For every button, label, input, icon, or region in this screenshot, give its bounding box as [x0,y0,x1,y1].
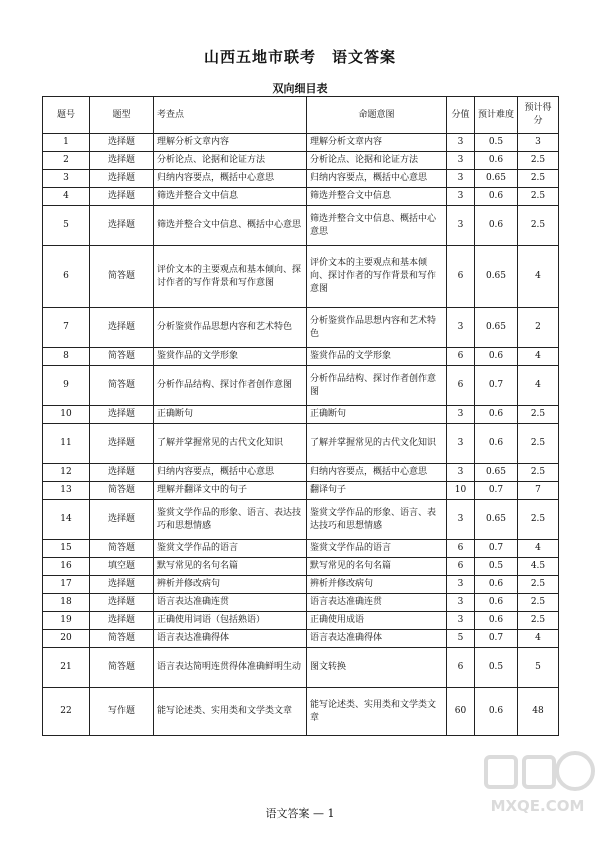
cell-point: 默写常见的名句名篇 [154,558,307,576]
cell-difficulty: 0.7 [475,366,518,406]
table-row [43,206,559,246]
cell-score: 6 [447,366,475,406]
cell-expected: 2.5 [518,152,559,170]
cell-type: 简答题 [90,648,154,688]
cell-expected: 4 [518,540,559,558]
watermark-emblem-icon [480,745,595,800]
table-caption: 双向细目表 [272,82,328,95]
cell-intent: 筛选并整合文中信息 [307,188,447,206]
cell-expected: 2.5 [518,576,559,594]
cell-point: 辨析并修改病句 [154,576,307,594]
watermark-logo [480,745,595,840]
header-type: 题型 [90,97,154,134]
cell-point: 筛选并整合文中信息 [154,188,307,206]
cell-intent: 图文转换 [307,648,447,688]
cell-expected: 2.5 [518,188,559,206]
cell-intent: 能写论述类、实用类和文学类文章 [307,688,447,736]
table-row [43,648,559,688]
table-row [43,482,559,500]
cell-expected: 2.5 [518,424,559,464]
header-point: 考查点 [154,97,307,134]
cell-expected: 7 [518,482,559,500]
cell-expected: 2.5 [518,406,559,424]
cell-expected: 3 [518,134,559,152]
cell-score: 3 [447,188,475,206]
cell-difficulty: 0.5 [475,648,518,688]
cell-no: 9 [43,366,90,406]
cell-type: 选择题 [90,152,154,170]
table-row [43,308,559,348]
page-footer: 语文答案 — 1 [265,807,335,820]
cell-no: 14 [43,500,90,540]
cell-difficulty: 0.65 [475,500,518,540]
header-intent: 命题意图 [307,97,447,134]
cell-score: 3 [447,170,475,188]
cell-expected: 2 [518,308,559,348]
cell-type: 选择题 [90,500,154,540]
cell-no: 16 [43,558,90,576]
cell-point: 理解分析文章内容 [154,134,307,152]
cell-no: 13 [43,482,90,500]
cell-point: 鉴赏文学作品的语言 [154,540,307,558]
cell-expected: 2.5 [518,594,559,612]
cell-no: 4 [43,188,90,206]
cell-point: 鉴赏作品的文学形象 [154,348,307,366]
cell-no: 19 [43,612,90,630]
table-row [43,152,559,170]
cell-point: 评价文本的主要观点和基本倾向、探讨作者的写作背景和写作意图 [154,246,307,308]
cell-difficulty: 0.6 [475,348,518,366]
cell-point: 理解并翻译文中的句子 [154,482,307,500]
cell-difficulty: 0.6 [475,406,518,424]
cell-difficulty: 0.65 [475,246,518,308]
cell-type: 选择题 [90,612,154,630]
cell-difficulty: 0.6 [475,594,518,612]
cell-point: 了解并掌握常见的古代文化知识 [154,424,307,464]
cell-difficulty: 0.7 [475,482,518,500]
cell-score: 6 [447,246,475,308]
cell-point: 语言表达准确连贯 [154,594,307,612]
cell-type: 简答题 [90,482,154,500]
table-row [43,594,559,612]
cell-score: 3 [447,464,475,482]
cell-intent: 鉴赏文学作品的形象、语言、表达技巧和思想情感 [307,500,447,540]
table-row [43,406,559,424]
cell-score: 3 [447,308,475,348]
cell-difficulty: 0.6 [475,206,518,246]
table-row [43,366,559,406]
cell-score: 60 [447,688,475,736]
cell-no: 11 [43,424,90,464]
cell-intent: 翻译句子 [307,482,447,500]
cell-type: 简答题 [90,630,154,648]
header-score: 分值 [447,97,475,134]
cell-score: 6 [447,648,475,688]
cell-intent: 筛选并整合文中信息、概括中心意思 [307,206,447,246]
cell-intent: 语言表达准确连贯 [307,594,447,612]
cell-no: 1 [43,134,90,152]
table-row [43,134,559,152]
cell-score: 3 [447,424,475,464]
header-expected: 预计得分 [518,97,559,134]
cell-type: 填空题 [90,558,154,576]
cell-type: 简答题 [90,246,154,308]
cell-score: 3 [447,206,475,246]
cell-no: 18 [43,594,90,612]
cell-point: 正确使用词语（包括熟语） [154,612,307,630]
document-title: 山西五地市联考 语文答案 [203,48,396,66]
cell-score: 3 [447,406,475,424]
cell-type: 选择题 [90,206,154,246]
cell-difficulty: 0.65 [475,170,518,188]
cell-expected: 2.5 [518,206,559,246]
cell-point: 归纳内容要点，概括中心意思 [154,170,307,188]
cell-score: 10 [447,482,475,500]
cell-difficulty: 0.6 [475,576,518,594]
cell-score: 3 [447,134,475,152]
cell-difficulty: 0.5 [475,134,518,152]
cell-score: 6 [447,558,475,576]
table-row [43,348,559,366]
cell-intent: 理解分析文章内容 [307,134,447,152]
cell-expected: 4.5 [518,558,559,576]
cell-difficulty: 0.65 [475,464,518,482]
cell-expected: 2.5 [518,612,559,630]
cell-difficulty: 0.6 [475,688,518,736]
cell-score: 3 [447,576,475,594]
cell-point: 语言表达准确得体 [154,630,307,648]
cell-difficulty: 0.6 [475,152,518,170]
cell-type: 简答题 [90,348,154,366]
cell-intent: 正确断句 [307,406,447,424]
cell-no: 22 [43,688,90,736]
cell-type: 选择题 [90,308,154,348]
table-row [43,188,559,206]
table-header-row [43,97,559,134]
cell-type: 写作题 [90,688,154,736]
cell-type: 选择题 [90,134,154,152]
cell-expected: 4 [518,246,559,308]
cell-type: 简答题 [90,540,154,558]
cell-intent: 鉴赏作品的文学形象 [307,348,447,366]
cell-intent: 分析论点、论据和论证方法 [307,152,447,170]
cell-type: 选择题 [90,406,154,424]
cell-no: 2 [43,152,90,170]
cell-type: 选择题 [90,464,154,482]
table-row [43,612,559,630]
cell-expected: 4 [518,348,559,366]
cell-type: 选择题 [90,424,154,464]
cell-point: 分析鉴赏作品思想内容和艺术特色 [154,308,307,348]
cell-intent: 辨析并修改病句 [307,576,447,594]
cell-expected: 5 [518,648,559,688]
table-row [43,246,559,308]
cell-intent: 默写常见的名句名篇 [307,558,447,576]
cell-type: 简答题 [90,366,154,406]
cell-intent: 归纳内容要点，概括中心意思 [307,464,447,482]
cell-expected: 4 [518,630,559,648]
cell-point: 语言表达简明连贯得体准确鲜明生动 [154,648,307,688]
cell-expected: 48 [518,688,559,736]
cell-point: 分析作品结构、探讨作者创作意图 [154,366,307,406]
header-difficulty: 预计难度 [475,97,518,134]
cell-score: 5 [447,630,475,648]
table-row [43,540,559,558]
cell-no: 17 [43,576,90,594]
cell-point: 正确断句 [154,406,307,424]
cell-difficulty: 0.5 [475,558,518,576]
cell-score: 3 [447,152,475,170]
table-row [43,630,559,648]
cell-point: 能写论述类、实用类和文学类文章 [154,688,307,736]
table-row [43,688,559,736]
cell-expected: 2.5 [518,170,559,188]
cell-difficulty: 0.6 [475,424,518,464]
cell-point: 归纳内容要点，概括中心意思 [154,464,307,482]
cell-no: 21 [43,648,90,688]
cell-type: 选择题 [90,170,154,188]
cell-intent: 语言表达准确得体 [307,630,447,648]
cell-intent: 分析鉴赏作品思想内容和艺术特色 [307,308,447,348]
cell-difficulty: 0.65 [475,308,518,348]
header-no: 题号 [43,97,90,134]
table-row [43,424,559,464]
cell-no: 20 [43,630,90,648]
cell-difficulty: 0.6 [475,188,518,206]
watermark-text: MXQE.COM [490,797,585,815]
cell-intent: 分析作品结构、探讨作者创作意图 [307,366,447,406]
cell-difficulty: 0.7 [475,540,518,558]
table-row [43,558,559,576]
cell-no: 6 [43,246,90,308]
table-body [43,134,559,736]
cell-point: 分析论点、论据和论证方法 [154,152,307,170]
cell-no: 12 [43,464,90,482]
cell-type: 选择题 [90,576,154,594]
table-row [43,500,559,540]
cell-intent: 鉴赏文学作品的语言 [307,540,447,558]
cell-expected: 4 [518,366,559,406]
specification-table [42,96,559,736]
cell-no: 10 [43,406,90,424]
cell-difficulty: 0.7 [475,630,518,648]
table-row [43,576,559,594]
cell-score: 3 [447,500,475,540]
cell-intent: 了解并掌握常见的古代文化知识 [307,424,447,464]
cell-expected: 2.5 [518,464,559,482]
cell-point: 鉴赏文学作品的形象、语言、表达技巧和思想情感 [154,500,307,540]
cell-expected: 2.5 [518,500,559,540]
cell-no: 8 [43,348,90,366]
table-row [43,170,559,188]
cell-type: 选择题 [90,188,154,206]
cell-point: 筛选并整合文中信息、概括中心意思 [154,206,307,246]
cell-no: 7 [43,308,90,348]
cell-score: 6 [447,540,475,558]
table-row [43,464,559,482]
cell-no: 15 [43,540,90,558]
cell-type: 选择题 [90,594,154,612]
cell-intent: 正确使用成语 [307,612,447,630]
cell-no: 5 [43,206,90,246]
cell-no: 3 [43,170,90,188]
cell-score: 3 [447,594,475,612]
cell-score: 3 [447,612,475,630]
cell-intent: 评价文本的主要观点和基本倾向、探讨作者的写作背景和写作意图 [307,246,447,308]
cell-difficulty: 0.6 [475,612,518,630]
cell-intent: 归纳内容要点，概括中心意思 [307,170,447,188]
cell-score: 6 [447,348,475,366]
